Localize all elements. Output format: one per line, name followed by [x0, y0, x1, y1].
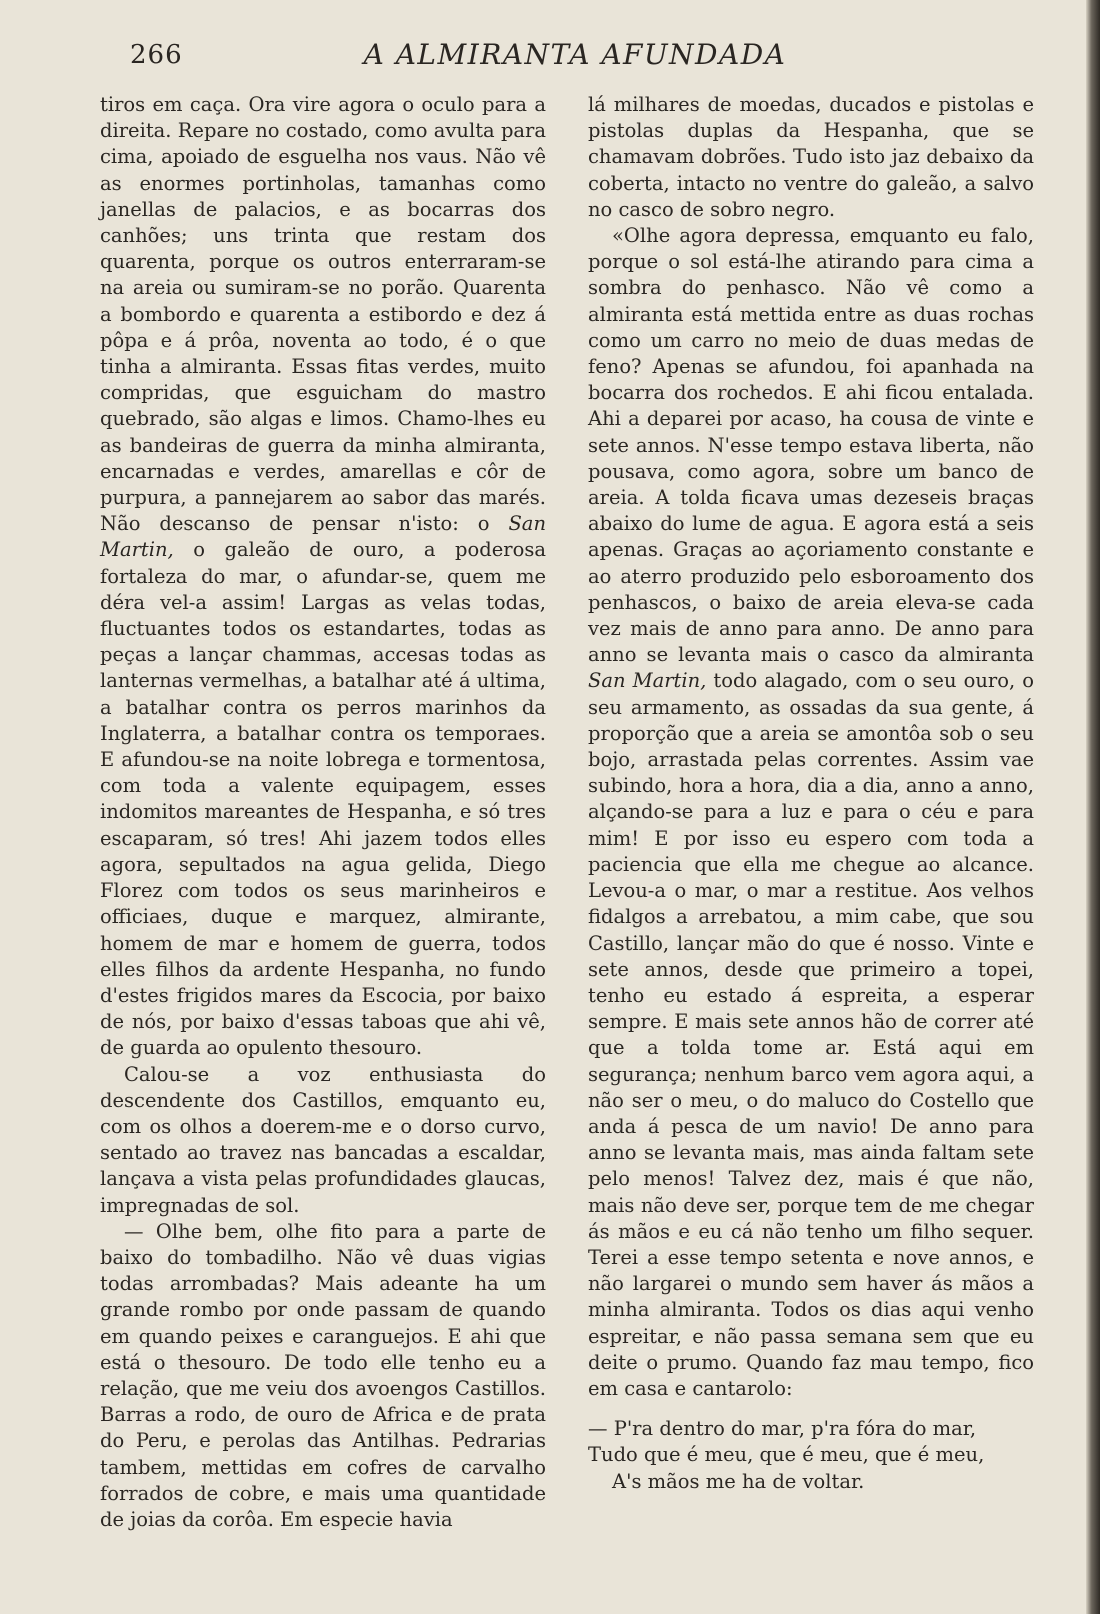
paragraph: lá milhares de moedas, ducados e pistolas e pistolas duplas da Hespanha, que se chamavam dobrões. Tudo isto jaz debaixo da coberta, intacto no ventre do galeão, a salvo no casco de sobro negro.: [588, 93, 1034, 221]
page-edge-shadow: [1086, 0, 1100, 1614]
ship-name: San Martin,: [588, 669, 707, 693]
verse-line: Tudo que é meu, que é meu, que é meu,: [588, 1443, 985, 1467]
paragraph: — Olhe bem, olhe fito para a parte de baixo do tombadilho. Não vê duas vigias todas arrombadas? Mais adeante ha um grande rombo por onde passam de quando em quando peixes e caranguejos. E ahi que está o thesouro. De todo elle tenho eu a relação, que me veiu dos avoengos Castillos. Barras a rodo, de ouro de Africa e de prata do Peru, e perolas das Antilhas. Pedrarias tambem, mettidas em cofres de carvalho forrados de cobre, e mais uma quantidade de joias da corôa. Em especie havia: [100, 1219, 546, 1531]
verse-line: A's mãos me ha de voltar.: [612, 1469, 865, 1493]
text-run: todo alagado, com o seu ouro, o seu armamento, as ossadas da sua gente, á proporção que a areia se amontôa sob o seu bojo, arrastada pelas correntes. Assim vae subindo, hora a hora, dia a dia, anno a anno, alçando-se para a luz e para o céu e para mim! E por isso eu espero com toda a paciencia que ella me chegue ao alcance. Levou-a o mar, o mar a restitue. Aos velhos fidalgos a arrebatou, a mim cabe, que sou Castillo, lançar mão do que é nosso. Vinte e sete annos, desde que primeiro a topei, tenho eu estado á espreita, a esperar sempre. E mais sete annos hão de correr até que a tolda tome ar. Está aqui em segurança; nenhum barco vem agora aqui, a não ser o meu, o do maluco do Costello que anda á pesca de um navio! De anno para anno se levanta mais, mas ainda faltam sete pelo menos! Talvez dez, mais é que não, mais não deve ser, porque tem de me chegar ás mãos e eu cá não tenho um filho sequer. Terei a esse tempo setenta e nove annos, e não largarei o mundo sem haver ás mãos a minha almiranta. Todos os dias aqui venho espreitar, e não passa semana sem que eu deite o prumo. Quando faz mau tempo, fico em casa e cantarolo:: [588, 669, 1034, 1400]
running-title: A ALMIRANTA AFUNDADA: [363, 38, 787, 71]
page-number: 266: [130, 40, 183, 70]
verse: [588, 1416, 1034, 1495]
text-run: «Olhe agora depressa, emquanto eu falo, porque o sol está-lhe atirando para cima a sombra do penhasco. Não vê como a almiranta está mettida entre as duas rochas como um carro no meio de duas medas de feno? Apenas se afundou, foi apanhada na bocarra dos rochedos. E ahi ficou entalada. Ahi a deparei por acaso, ha cousa de vinte e sete annos. N'esse tempo estava liberta, não pousava, como agora, sobre um banco de areia. A tolda ficava umas dezeseis braças abaixo do lume de agua. E agora está a seis apenas. Graças ao açoriamento constante e ao aterro produzido pelo esboroamento dos penhascos, o baixo de areia eleva-se cada vez mais de anno para anno. De anno para anno se levanta mais o casco da almiranta: [588, 224, 1034, 667]
verse-line: — P'ra dentro do mar, p'ra fóra do mar,: [588, 1417, 977, 1441]
paragraph: Calou-se a voz enthusiasta do descendente dos Castillos, emquanto eu, com os olhos a doerem-me e o dorso curvo, sentado ao travez nas bancadas a escaldar, lançava a vista pelas profundidades glaucas, impregnadas de sol.: [100, 1062, 546, 1217]
ship-name: San Martin,: [100, 512, 546, 562]
paragraph: [100, 92, 546, 1062]
text-run: tiros em caça. Ora vire agora o oculo para a direita. Repare no costado, como avulta para cima, apoiado de esguelha nos vaus. Não vê as enormes portinholas, tamanhas como janellas de palacios, e as bocarras dos canhões; uns trinta que restam dos quarenta, porque os outros enterraram-se na areia ou sumiram-se no porão. Quarenta a bombordo e quarenta a estibordo e dez á pôpa e á prôa, noventa ao todo, é o que tinha a almiranta. Essas fitas verdes, muito compridas, que esguicham do mastro quebrado, são algas e limos. Chamo-lhes eu as bandeiras de guerra da minha almiranta, encarnadas e verdes, amarellas e côr de purpura, a pannejarem ao sabor das marés. Não descanso de pensar n'isto: o: [100, 93, 546, 536]
right-column: [588, 92, 1034, 1495]
left-column: [100, 92, 546, 1533]
page-header: [100, 38, 1050, 78]
text-run: o galeão de ouro, a poderosa fortaleza do mar, o afundar-se, quem me déra vel-a assim! Largas as velas todas, fluctuantes todos os estandartes, todas as peças a lançar chammas, accesas todas as lanternas vermelhas, a batalhar até á ultima, a batalhar contra os perros marinhos da Inglaterra, a batalhar contra os temporaes. E afundou-se na noite lobrega e tormentosa, com toda a valente equipagem, esses indomitos mareantes de Hespanha, e só tres escaparam, só tres! Ahi jazem todos elles agora, sepultados na agua gelida, Diego Florez com todos os seus marinheiros e officiaes, duque e marquez, almirante, homem de mar e homem de guerra, todos elles filhos da ardente Hespanha, no fundo d'estes frigidos mares da Escocia, por baixo de nós, por baixo d'essas taboas que ahi vê, de guarda ao opulento thesouro.: [100, 538, 546, 1060]
paragraph: [588, 223, 1034, 1402]
